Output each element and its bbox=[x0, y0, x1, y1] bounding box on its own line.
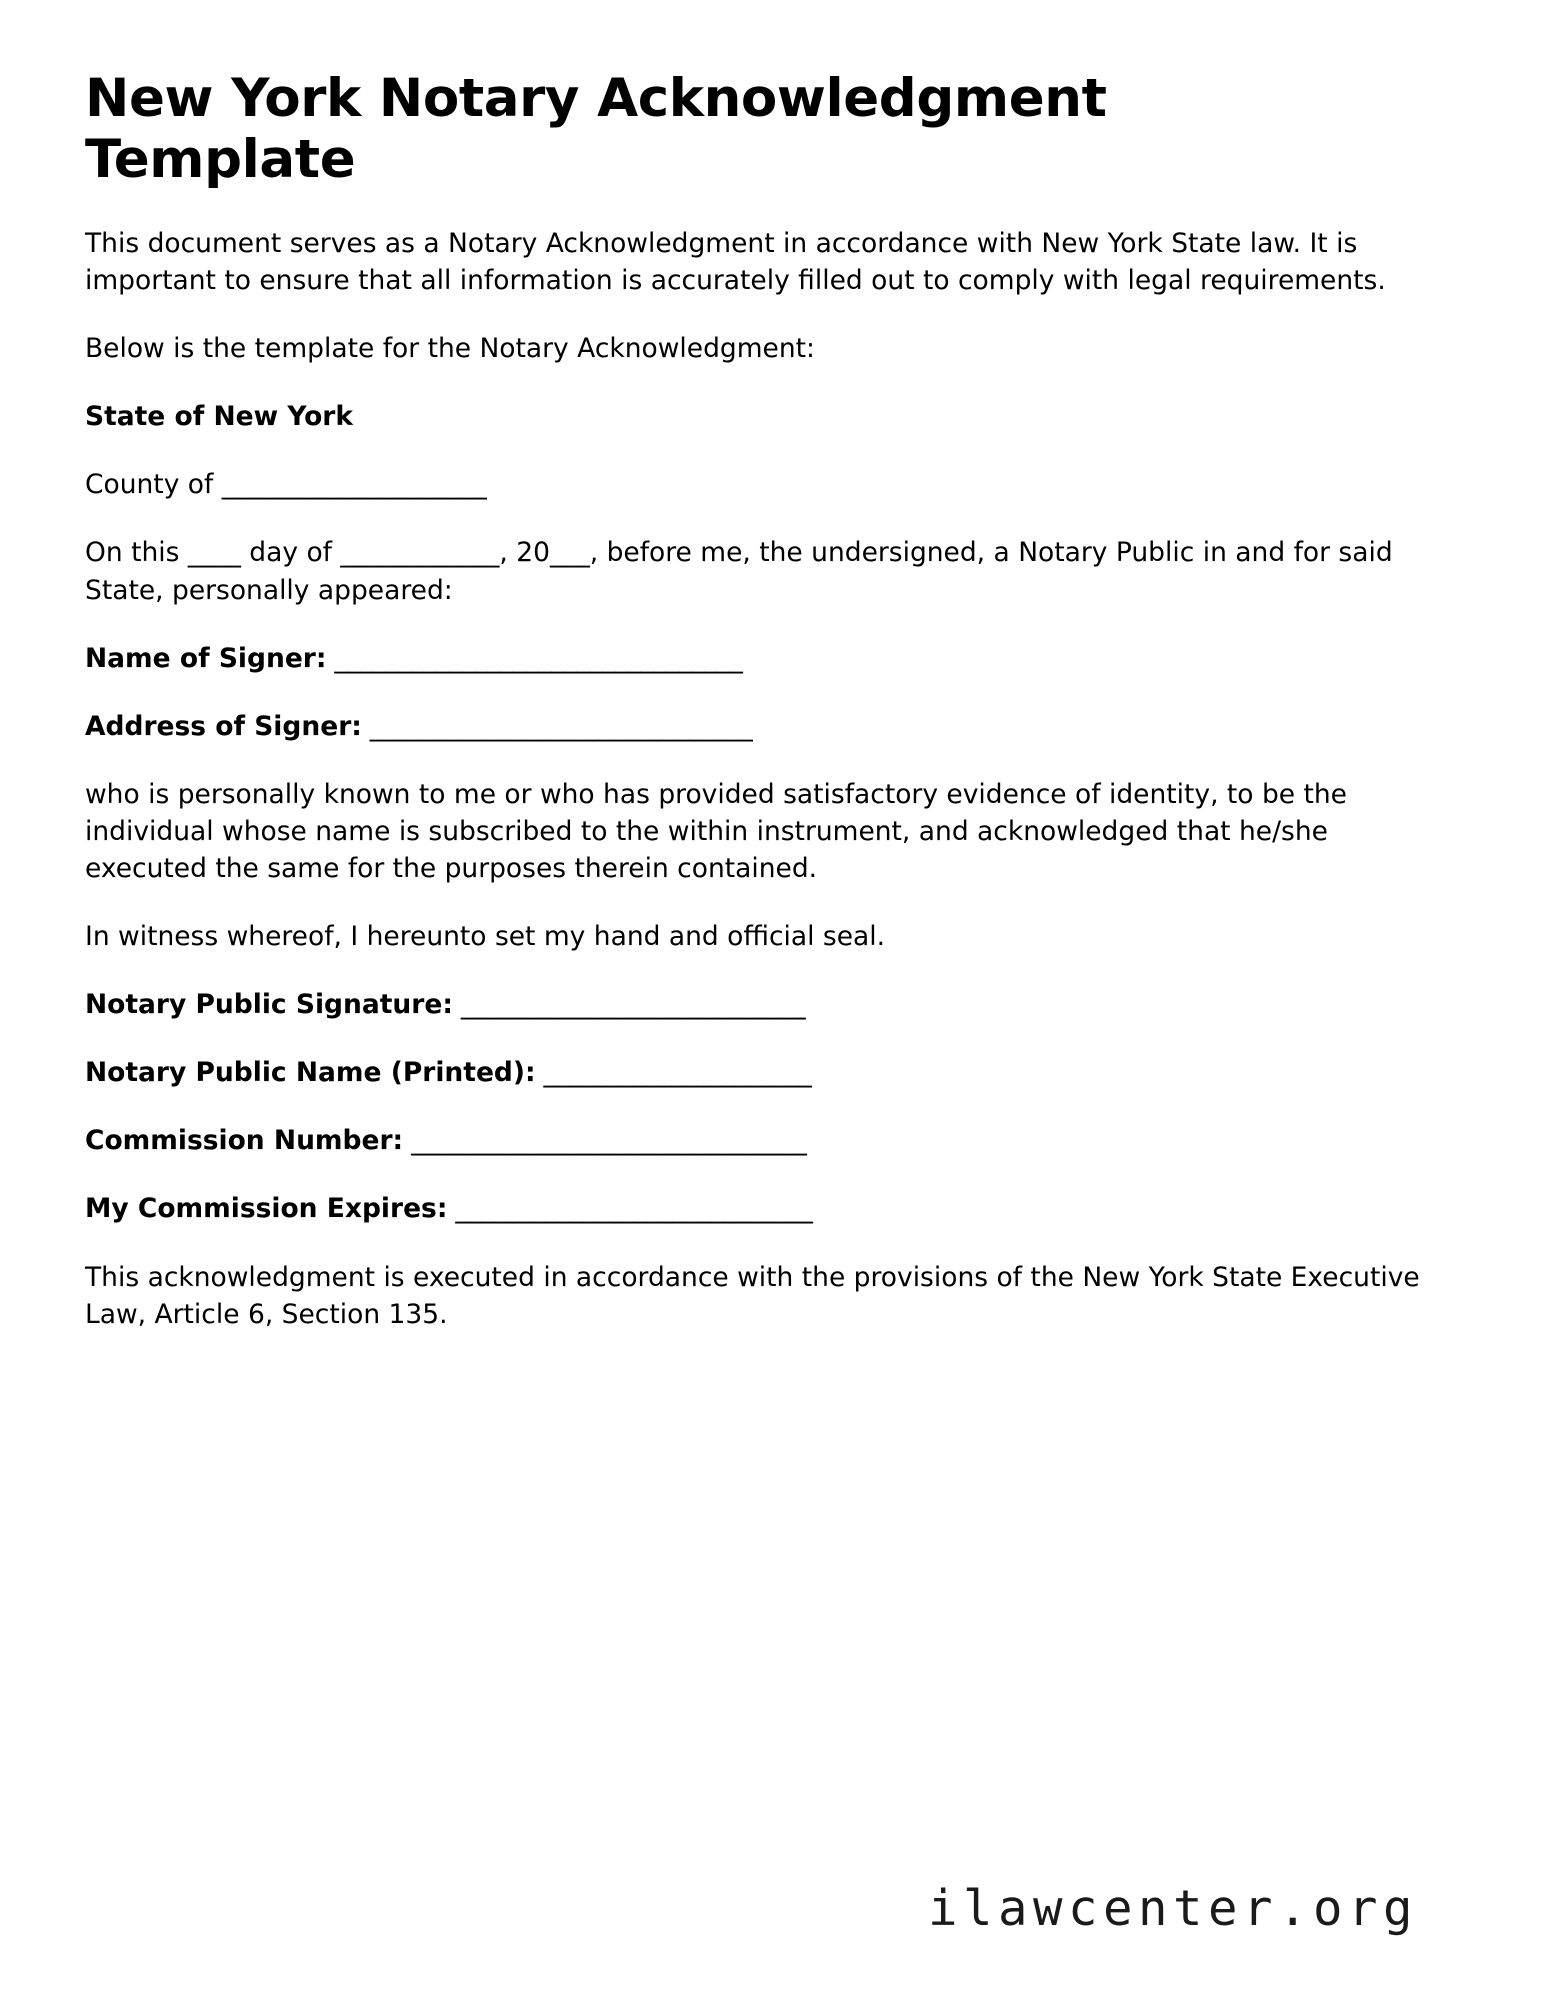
notary-printed-name-blank: _____________________ bbox=[535, 1057, 812, 1089]
notary-signature-label: Notary Public Signature: bbox=[85, 989, 453, 1021]
county-of-line: County of ____________________ bbox=[85, 469, 487, 501]
closing-paragraph: This acknowledgment is executed in accordance with the provisions of the New York State Executive Law, Article 6, Section 135. bbox=[85, 1261, 1420, 1330]
on-this-date-line: On this ____ day of ____________, 20___, before me, the undersigned, a Notary Public in and for said State, personally appeared: bbox=[85, 537, 1393, 606]
notary-printed-name-label: Notary Public Name (Printed): bbox=[85, 1057, 536, 1089]
name-of-signer-blank: ________________________________ bbox=[326, 642, 743, 674]
commission-number-label: Commission Number: bbox=[85, 1125, 404, 1157]
commission-number-field bbox=[85, 1122, 1455, 1159]
commission-expires-label: My Commission Expires: bbox=[85, 1193, 448, 1225]
name-of-signer-field bbox=[85, 640, 1455, 677]
notary-signature-field bbox=[85, 986, 1455, 1023]
witness-line: In witness whereof, I hereunto set my hand and official seal. bbox=[85, 921, 886, 953]
state-heading: State of New York bbox=[85, 401, 353, 433]
intro-paragraph: This document serves as a Notary Acknowledgment in accordance with New York State law. It is important to ensure that all information is accurately filled out to comply with legal requirements. bbox=[85, 227, 1386, 297]
address-of-signer-field bbox=[85, 708, 1455, 745]
page-title: New York Notary Acknowledgment Template bbox=[85, 68, 1107, 191]
commission-expires-field bbox=[85, 1190, 1455, 1227]
notary-signature-blank: ___________________________ bbox=[452, 989, 806, 1021]
name-of-signer-label: Name of Signer: bbox=[85, 642, 327, 674]
address-of-signer-blank: ______________________________ bbox=[361, 710, 753, 742]
notary-printed-name-field bbox=[85, 1054, 1455, 1091]
commission-number-blank: _______________________________ bbox=[403, 1125, 807, 1157]
footer-watermark: ilawcenter.org bbox=[928, 1880, 1419, 1937]
document-body bbox=[85, 68, 1455, 1364]
commission-expires-blank: ____________________________ bbox=[447, 1193, 813, 1225]
address-of-signer-label: Address of Signer: bbox=[85, 710, 362, 742]
lead-in-text: Below is the template for the Notary Acknowledgment: bbox=[85, 333, 815, 365]
identity-paragraph: who is personally known to me or who has provided satisfactory evidence of identity, to be the individual whose name is subscribed to the within instrument, and acknowledged that he/she executed the same for the purposes therein contained. bbox=[85, 778, 1347, 884]
